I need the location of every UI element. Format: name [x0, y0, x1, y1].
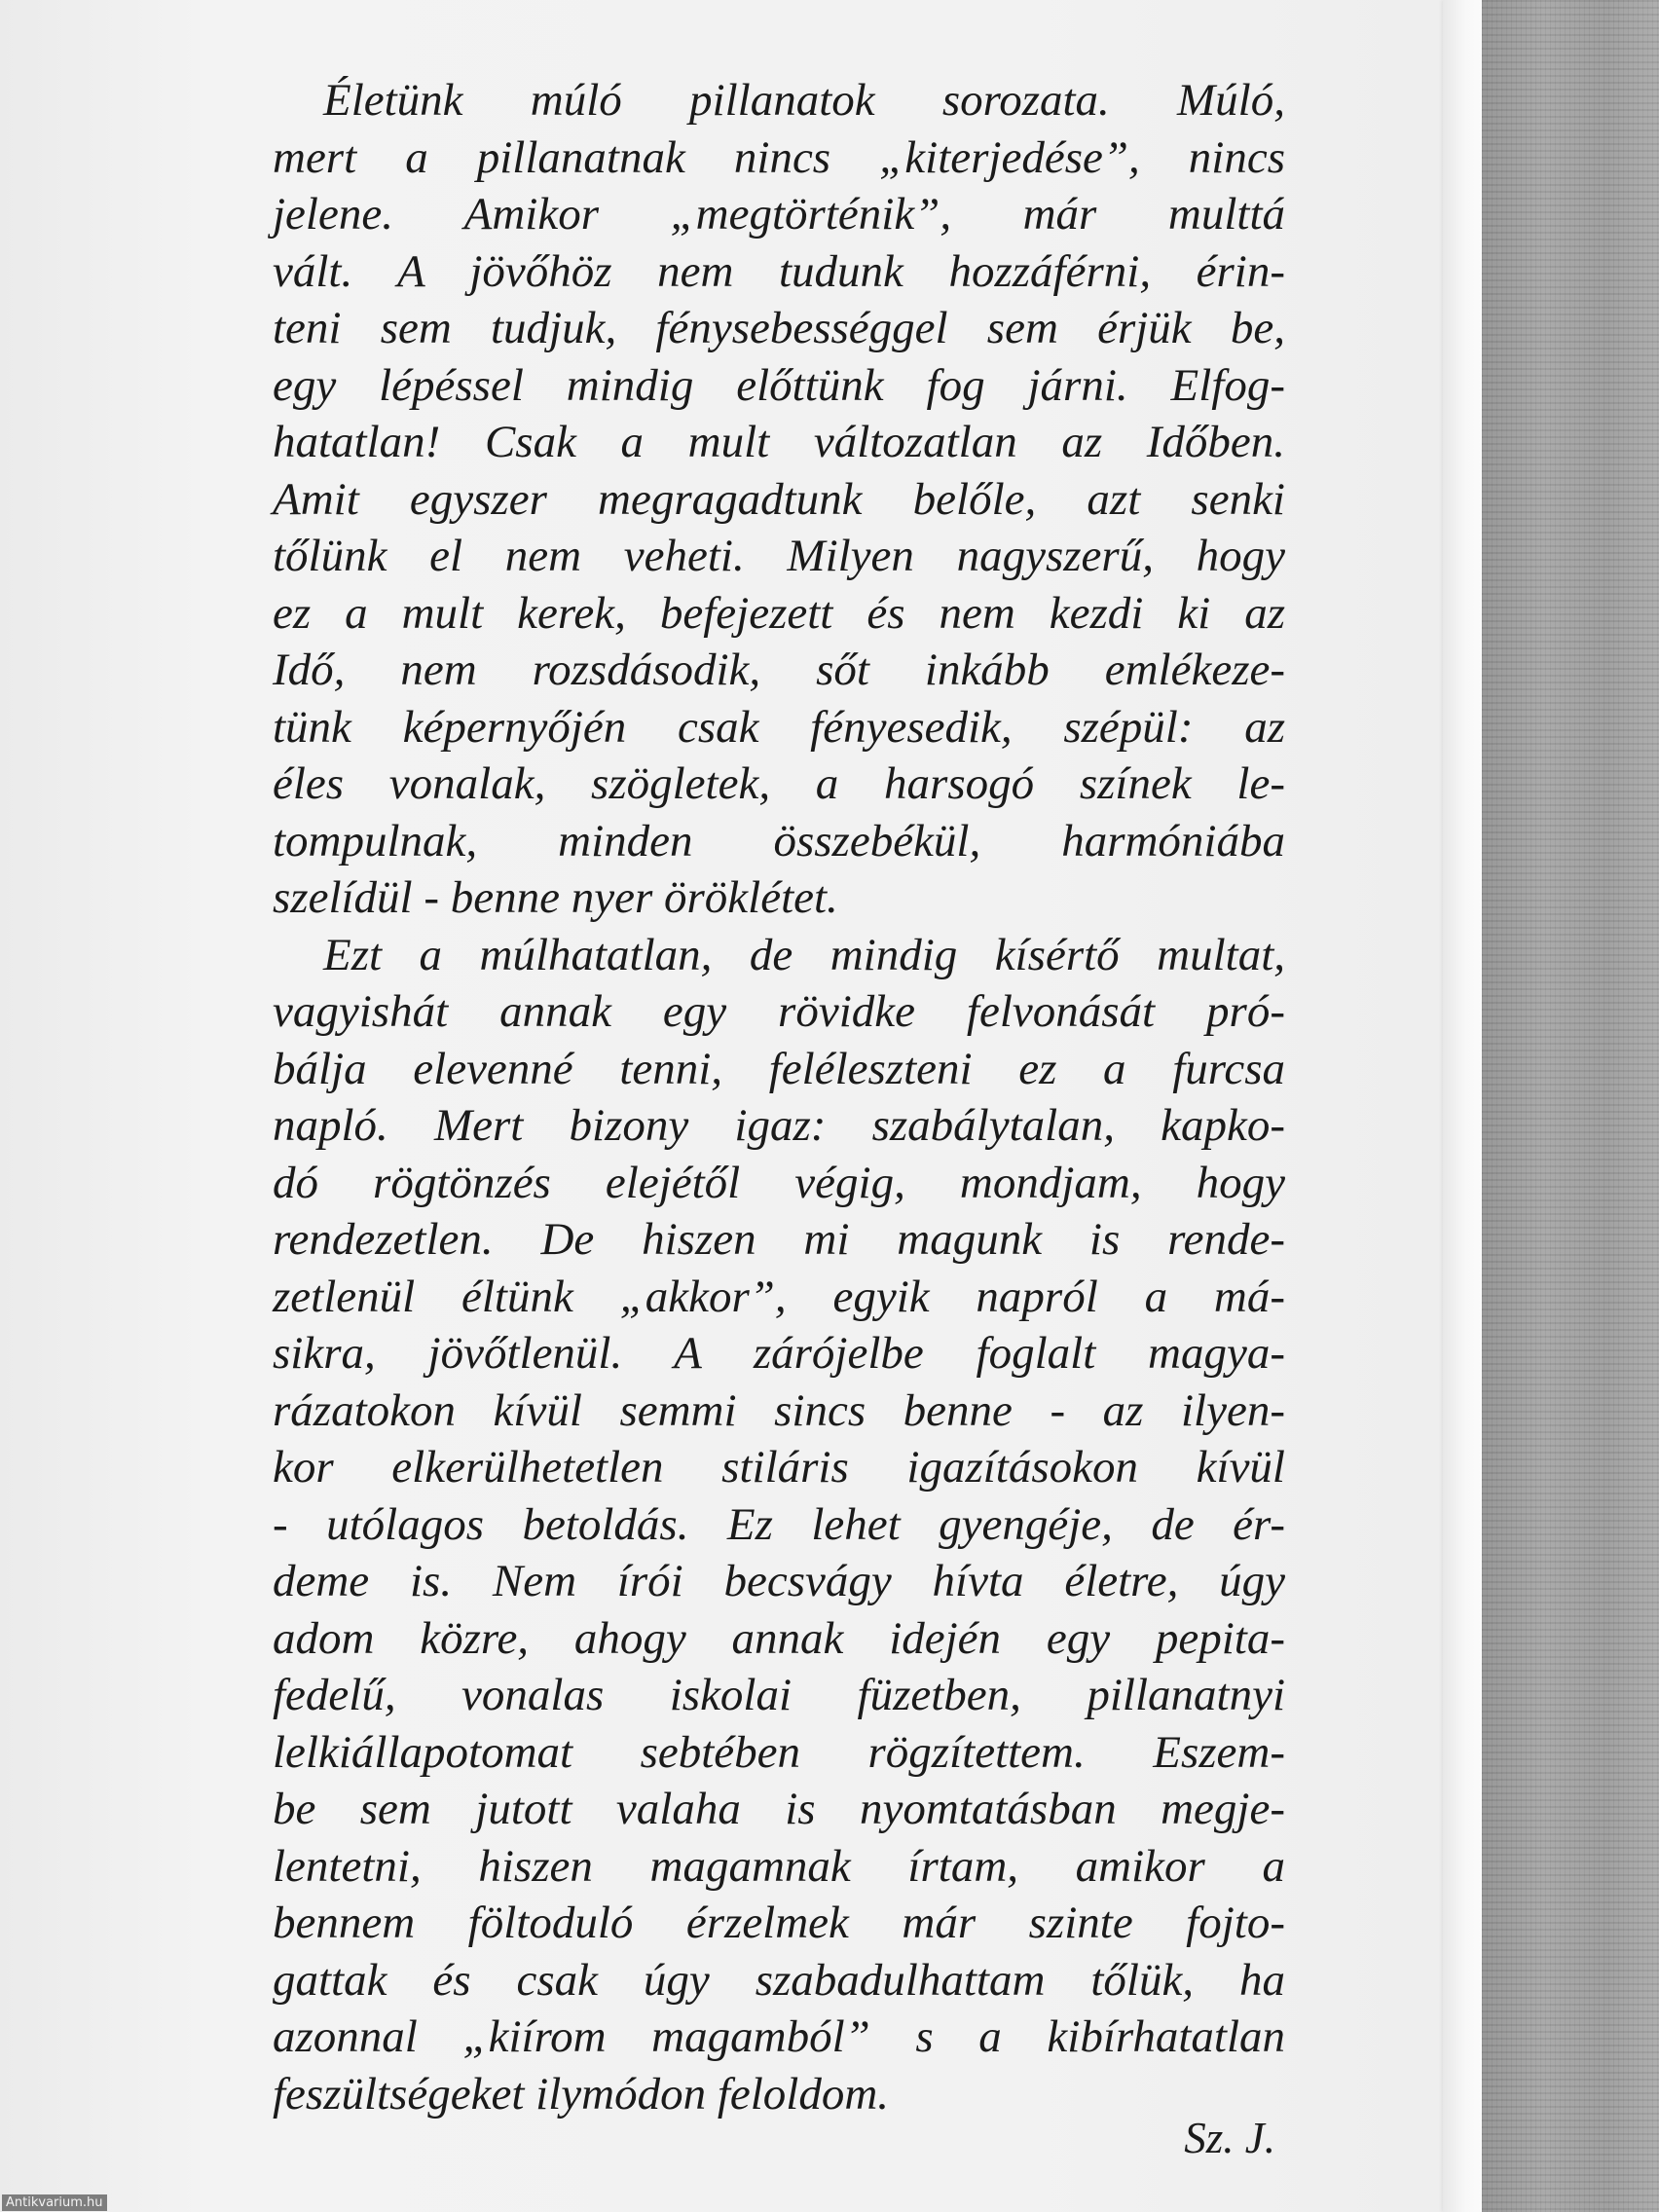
- text-line: mert a pillanatnak nincs „kiterjedése”, nincs: [273, 131, 1285, 183]
- text-line: jelene. Amikor „megtörténik”, már multtá: [273, 189, 1285, 240]
- watermark: Antikvarium.hu: [2, 2194, 107, 2211]
- text-line: - utólagos betoldás. Ez lehet gyengéje, de ér-: [273, 1498, 1285, 1550]
- text-line: Idő, nem rozsdásodik, sőt inkább emlékeze-: [273, 645, 1285, 695]
- text-line: tünk képernyőjén csak fényesedik, szépül: az: [273, 701, 1285, 753]
- text-line: tompulnak, minden összebékül, harmóniába: [273, 815, 1285, 866]
- author-signature: Sz. J.: [1184, 2114, 1275, 2162]
- text-line: egy lépéssel mindig előttünk fog járni. Elfog-: [273, 359, 1285, 411]
- text-line: feszültségeket ilymódon feloldom.: [273, 2068, 890, 2120]
- text-line: ez a mult kerek, befejezett és nem kezdi ki az: [273, 587, 1285, 639]
- text-line: bálja elevenné tenni, feléleszteni ez a furcsa: [273, 1043, 1285, 1094]
- text-line: dó rögtönzés elejétől végig, mondjam, hogy: [273, 1157, 1285, 1208]
- text-line: hatatlan! Csak a mult változatlan az Időben.: [273, 417, 1285, 467]
- page-edge: [1443, 0, 1482, 2212]
- text-line: azonnal „kiírom magamból” s a kibírhatatlan: [273, 2011, 1285, 2062]
- text-line: lentetni, hiszen magamnak írtam, amikor a: [273, 1840, 1285, 1892]
- text-line: sikra, jövőtlenül. A zárójelbe foglalt magya-: [273, 1328, 1285, 1379]
- text-line: zetlenül éltünk „akkor”, egyik napról a má-: [273, 1271, 1285, 1322]
- text-line: gattak és csak úgy szabadulhattam tőlük, ha: [273, 1954, 1285, 2006]
- body-text: [273, 72, 1285, 2122]
- text-line: éles vonalak, szögletek, a harsogó színek le-: [273, 758, 1285, 809]
- text-line: Életünk múló pillanatok sorozata. Múló,: [323, 75, 1285, 126]
- text-line: Amit egyszer megragadtunk belőle, azt senki: [273, 473, 1285, 525]
- text-line: tőlünk el nem veheti. Milyen nagyszerű, hogy: [273, 531, 1285, 581]
- text-line: rendezetlen. De hiszen mi magunk is rende-: [273, 1214, 1285, 1265]
- text-line: Ezt a múlhatatlan, de mindig kísértő multat,: [323, 929, 1285, 980]
- text-line: kor elkerülhetetlen stiláris igazításokon kívül: [273, 1442, 1285, 1493]
- text-line: fedelű, vonalas iskolai füzetben, pillanatnyi: [273, 1670, 1285, 1720]
- text-line: be sem jutott valaha is nyomtatásban megje-: [273, 1784, 1285, 1834]
- text-line: vagyishát annak egy rövidke felvonását pró-: [273, 986, 1285, 1037]
- text-line: teni sem tudjuk, fénysebességgel sem érjük be,: [273, 303, 1285, 353]
- text-line: vált. A jövőhöz nem tudunk hozzáférni, érin-: [273, 245, 1285, 297]
- text-line: bennem föltoduló érzelmek már szinte fojto-: [273, 1898, 1285, 1948]
- text-line: adom közre, ahogy annak idején egy pepita-: [273, 1612, 1285, 1664]
- text-line: deme is. Nem írói becsvágy hívta életre, úgy: [273, 1556, 1285, 1606]
- background-surface: [1482, 0, 1659, 2212]
- text-line: rázatokon kívül semmi sincs benne - az ilyen-: [273, 1384, 1285, 1436]
- text-line: napló. Mert bizony igaz: szabálytalan, kapko-: [273, 1100, 1285, 1151]
- text-line: szelídül - benne nyer öröklétet.: [273, 872, 838, 923]
- text-line: lelkiállapotomat sebtében rögzítettem. Eszem-: [273, 1726, 1285, 1778]
